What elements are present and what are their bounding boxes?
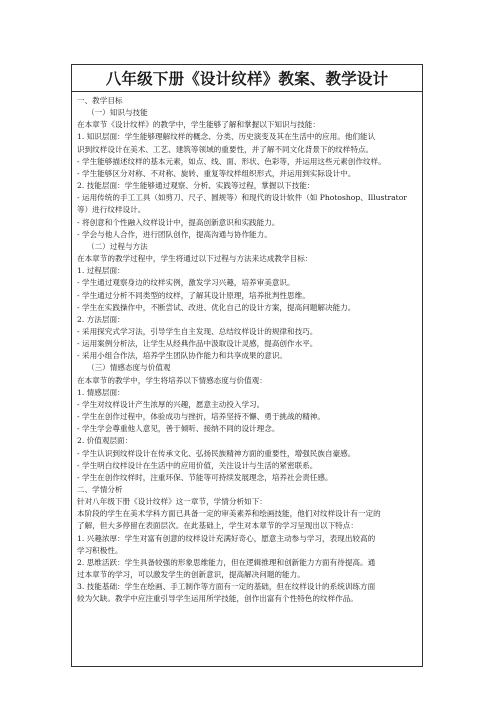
paragraph-line: - 运用传统的手工工具（如剪刀、尺子、圆规等）和现代的设计软件（如 Photoshop、Illustrator [77,193,407,203]
document-title: 八年级下册《设计纹样》教案、教学设计 [105,69,389,88]
title-cell [72,65,422,92]
paragraph-line: 较为欠缺。教学中应注重引导学生运用所学技能，创作出富有个性特色的纹样作品。 [77,594,358,604]
paragraph-line: - 学生能够描述纹样的基本元素，如点、线、面、形状、色彩等，并运用这些元素创作纹样。 [77,156,386,166]
paragraph-line: - 采用小组合作法，培养学生团队协作能力和共享成果的意识。 [77,351,288,361]
paragraph-line: 针对八年级下册《设计纹样》这一章节，学情分析如下： [77,497,267,507]
paragraph-line: 2. 思维活跃：学生具备较强的形象思维能力，但在逻辑推理和创新能力方面有待提高。通 [77,557,376,567]
paragraph-line: - 学生认识到纹样设计在传承文化、弘扬民族精神方面的重要性，增强民族自豪感。 [77,448,356,458]
paragraph-line: 2. 技能层面：学生能够通过观察、分析、实践等过程，掌握以下技能： [77,181,315,191]
paragraph-line: - 采用探究式学习法，引导学生自主发现、总结纹样设计的规律和技巧。 [77,326,318,336]
section-heading: 一、教学目标 [77,96,123,105]
paragraph-line: - 运用案例分析法，让学生从经典作品中汲取设计灵感，提高创作水平。 [77,339,318,349]
paragraph-line: - 将创意和个性融入纹样设计中，提高创新意识和实践能力。 [77,217,280,227]
paragraph-line: 在本章节的教学过程中，学生将通过以下过程与方法来达成教学目标： [77,254,313,264]
subsection-heading: （三）情感态度与价值观 [87,363,171,373]
paragraph-line: 1. 兴趣浓厚：学生对富有创意的纹样设计充满好奇心，愿意主动参与学习，表现出较高的 [77,533,376,543]
paragraph-line: - 学生通过分析不同类型的纹样，了解其设计原理，培养批判性思维。 [77,290,310,300]
paragraph-line: 学习积极性。 [77,545,123,555]
paragraph-line: - 学生明白纹样设计在生活中的应用价值，关注设计与生活的紧密联系。 [77,460,318,470]
paragraph-line: - 学会与他人合作，进行团队创作，提高沟通与协作能力。 [77,229,272,239]
paragraph-line: - 学生在创作过程中，体验成功与挫折，培养坚持不懈、勇于挑战的精神。 [77,412,325,422]
paragraph-line: - 学生对纹样设计产生浓厚的兴趣，愿意主动投入学习。 [77,399,265,409]
subsection-heading: （一）知识与技能 [87,108,148,118]
section-heading: 二、学情分析 [77,485,123,494]
paragraph-line: - 学生学会尊重他人意见，善于倾听、接纳不同的设计理念。 [77,424,280,434]
paragraph-line: 1. 知识层面：学生能够理解纹样的概念、分类、历史演变及其在生活中的应用。他们能认 [77,132,376,142]
paragraph-line: - 学生在实践操作中，不断尝试、改进、优化自己的设计方案，提高问题解决能力。 [77,302,356,312]
document-table [71,64,423,667]
paragraph-line: 识到纹样设计在美术、工艺、建筑等领域的重要性，并了解不同文化背景下的纹样特点。 [77,144,374,154]
paragraph-line: 过本章节的学习，可以激发学生的创新意识，提高解决问题的能力。 [77,570,305,580]
paragraph-line: 本阶段的学生在美术学科方面已具备一定的审美素养和绘画技能，他们对纹样设计有一定的 [77,509,381,519]
subsection-heading: （二）过程与方法 [87,241,148,251]
paragraph-line: 2. 方法层面： [77,314,125,324]
paragraph-line: - 学生在创作纹样时，注重环保、节能等可持续发展理念，培养社会责任感。 [77,472,333,482]
paragraph-line: 等）进行纹样设计。 [77,205,146,215]
paragraph-line: 在本章节的教学中，学生将培养以下情感态度与价值观： [77,375,267,385]
paragraph-line: - 学生通过观察身边的纹样实例，激发学习兴趣，培养审美意识。 [77,278,295,288]
paragraph-line: 1. 情感层面： [77,387,125,397]
paragraph-line: 1. 过程层面： [77,266,125,276]
paragraph-line: 了解，但大多停留在表面层次。在此基础上，学生对本章节的学习呈现出以下特点： [77,521,358,531]
paragraph-line: 2. 价值观层面： [77,436,133,446]
paragraph-line: 在本章节《设计纹样》的教学中，学生能够了解和掌握以下知识与技能： [77,120,320,130]
paragraph-line: 3. 技能基础：学生在绘画、手工制作等方面有一定的基础，但在纹样设计的系统训练方面 [77,582,376,592]
paragraph-line: - 学生能够区分对称、不对称、旋转、重复等纹样组织形式，并运用到实际设计中。 [77,168,356,178]
document-body [72,92,422,606]
